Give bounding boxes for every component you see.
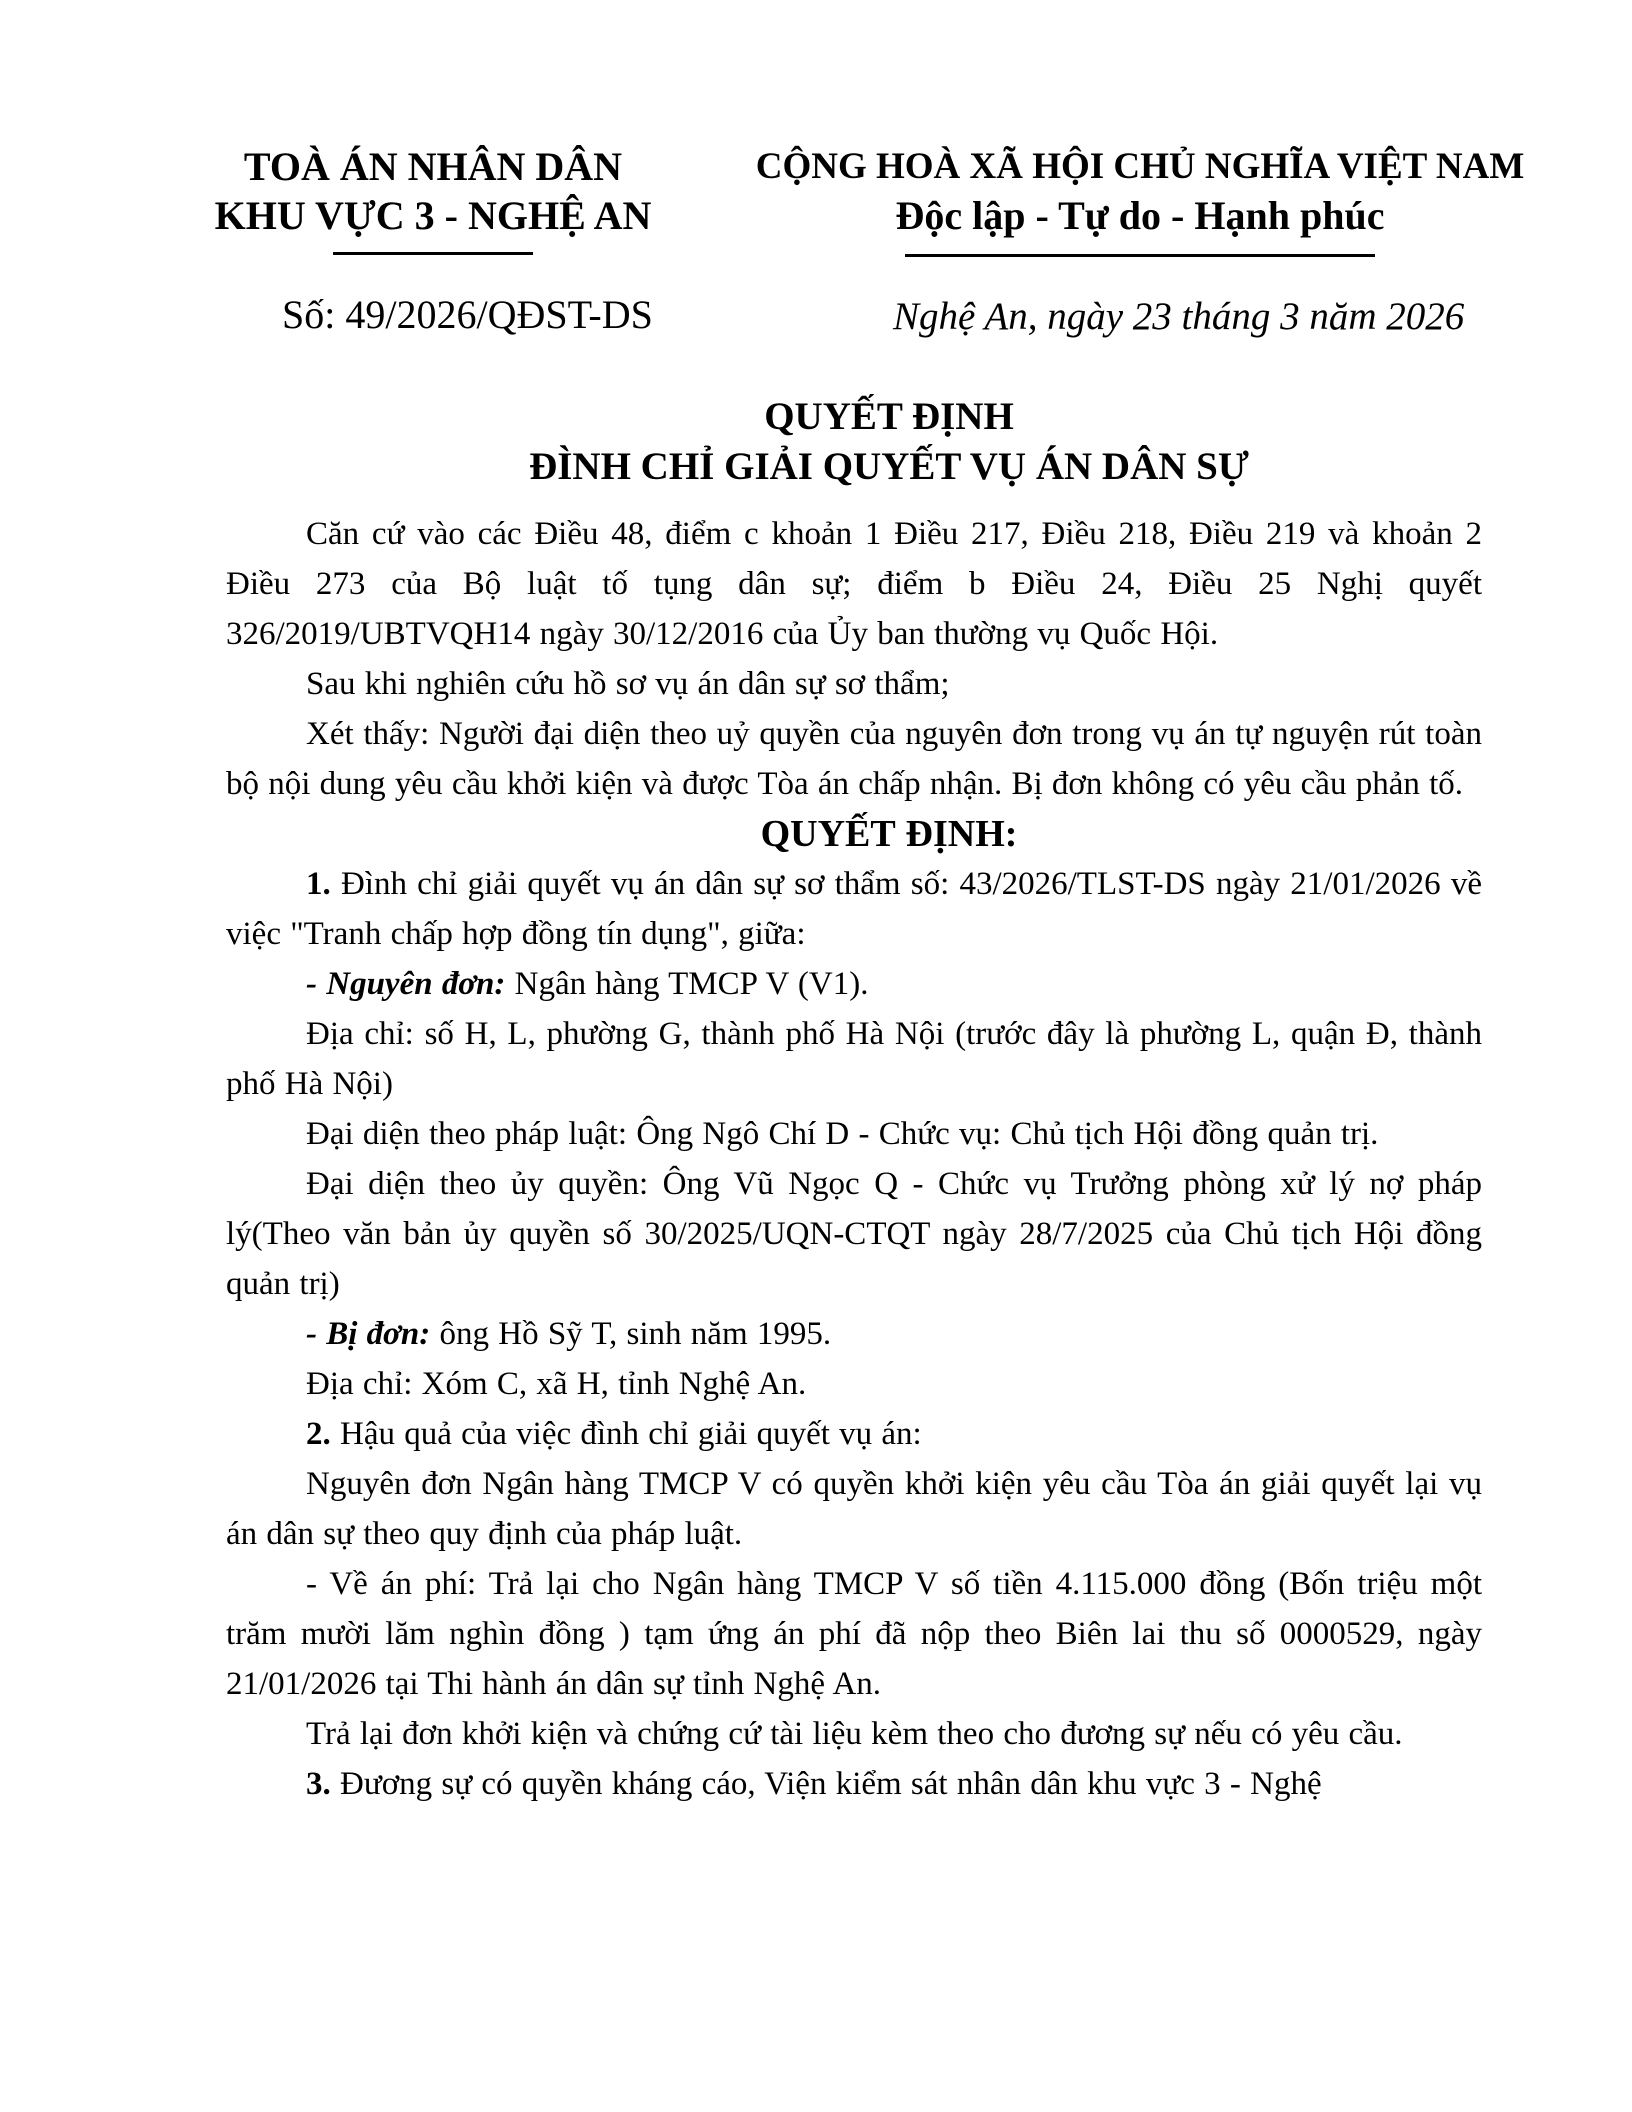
paragraph	[226, 1159, 1482, 1309]
paragraph	[226, 1459, 1482, 1559]
text-run: 1.	[306, 866, 331, 902]
paragraph	[226, 859, 1482, 959]
text-run: 3.	[306, 1766, 331, 1802]
document-body	[226, 509, 1482, 1809]
paragraph	[226, 1009, 1482, 1109]
decision-section-heading	[261, 809, 1517, 859]
paragraph	[226, 1109, 1482, 1159]
paragraph	[226, 1359, 1482, 1409]
paragraph	[226, 659, 1482, 709]
national-motto-line2: Độc lập - Tự do - Hạnh phúc	[895, 193, 1385, 238]
paragraph	[226, 509, 1482, 659]
national-header	[730, 142, 1550, 257]
text-run: Đại diện theo ủy quyền: Ông Vũ Ngọc Q - Chức vụ Trưởng phòng xử lý nợ pháp lý(Theo văn bản ủy quyền số 30/2025/UQN-CTQT ngày 28/7/2025 của Chủ tịch Hội đồng quản trị)	[226, 1166, 1482, 1302]
national-motto-line1: CỘNG HOÀ XÃ HỘI CHỦ NGHĨA VIỆT NAM	[755, 146, 1525, 187]
text-run: Địa chỉ: Xóm C, xã H, tỉnh Nghệ An.	[306, 1366, 807, 1402]
court-name-line1: TOÀ ÁN NHÂN DÂN	[243, 144, 623, 189]
text-run: Nguyên đơn Ngân hàng TMCP V có quyền khởi kiện yêu cầu Tòa án giải quyết lại vụ án dân sự theo quy định của pháp luật.	[226, 1466, 1482, 1552]
text-run: Đại diện theo pháp luật: Ông Ngô Chí D - Chức vụ: Chủ tịch Hội đồng quản trị.	[306, 1116, 1379, 1152]
document-number: Số: 49/2026/QĐST-DS	[282, 292, 653, 337]
paragraph	[226, 1559, 1482, 1709]
paragraph	[226, 1309, 1482, 1359]
text-run: Đình chỉ giải quyết vụ án dân sự sơ thẩm số: 43/2026/TLST-DS ngày 21/01/2026 về việc "Tranh chấp hợp đồng tín dụng", giữa:	[226, 866, 1482, 952]
paragraph	[226, 1409, 1482, 1459]
paragraph	[226, 1709, 1482, 1759]
paragraph	[226, 709, 1482, 809]
decision-title	[261, 392, 1517, 492]
text-run: - Nguyên đơn:	[306, 966, 506, 1002]
court-header	[180, 142, 686, 255]
decision-title-line2: ĐÌNH CHỈ GIẢI QUYẾT VỤ ÁN DÂN SỰ	[529, 445, 1249, 488]
paragraph	[226, 959, 1482, 1009]
national-header-underline	[905, 254, 1375, 257]
decision-title-line1: QUYẾT ĐỊNH	[764, 395, 1014, 438]
text-run: - Bị đơn:	[306, 1316, 431, 1352]
text-run: Căn cứ vào các Điều 48, điểm c khoản 1 Điều 217, Điều 218, Điều 219 và khoản 2 Điều 273 của Bộ luật tố tụng dân sự; điểm b Điều 24, Điều 25 Nghị quyết 326/2019/UBTVQH14 ngày 30/12/2016 của Ủy ban thường vụ Quốc Hội.	[226, 516, 1482, 652]
text-run: Đương sự có quyền kháng cáo, Viện kiểm sát nhân dân khu vực 3 - Nghệ	[330, 1766, 1322, 1802]
court-header-underline	[333, 252, 533, 255]
court-name-line2: KHU VỰC 3 - NGHỆ AN	[214, 193, 652, 238]
text-run: Xét thấy: Người đại diện theo uỷ quyền của nguyên đơn trong vụ án tự nguyện rút toàn bộ nội dung yêu cầu khởi kiện và được Tòa án chấp nhận. Bị đơn không có yêu cầu phản tố.	[226, 716, 1482, 802]
text-run: ông Hồ Sỹ T, sinh năm 1995.	[430, 1316, 832, 1352]
text-run: 2.	[306, 1416, 331, 1452]
place-and-date: Nghệ An, ngày 23 tháng 3 năm 2026	[893, 295, 1465, 338]
paragraph	[226, 1759, 1482, 1809]
text-run: Ngân hàng TMCP V (V1).	[505, 966, 869, 1002]
text-run: Trả lại đơn khởi kiện và chứng cứ tài liệu kèm theo cho đương sự nếu có yêu cầu.	[306, 1716, 1403, 1752]
text-run: - Về án phí: Trả lại cho Ngân hàng TMCP V số tiền 4.115.000 đồng (Bốn triệu một trăm mười lăm nghìn đồng ) tạm ứng án phí đã nộp theo Biên lai thu số 0000529, ngày 21/01/2026 tại Thi hành án dân sự tỉnh Nghệ An.	[226, 1566, 1482, 1702]
text-run: QUYẾT ĐỊNH:	[760, 813, 1018, 855]
text-run: Hậu quả của việc đình chỉ giải quyết vụ án:	[330, 1416, 922, 1452]
text-run: Địa chỉ: số H, L, phường G, thành phố Hà Nội (trước đây là phường L, quận Đ, thành phố Hà Nội)	[226, 1016, 1482, 1102]
text-run: Sau khi nghiên cứu hồ sơ vụ án dân sự sơ thẩm;	[306, 666, 950, 702]
